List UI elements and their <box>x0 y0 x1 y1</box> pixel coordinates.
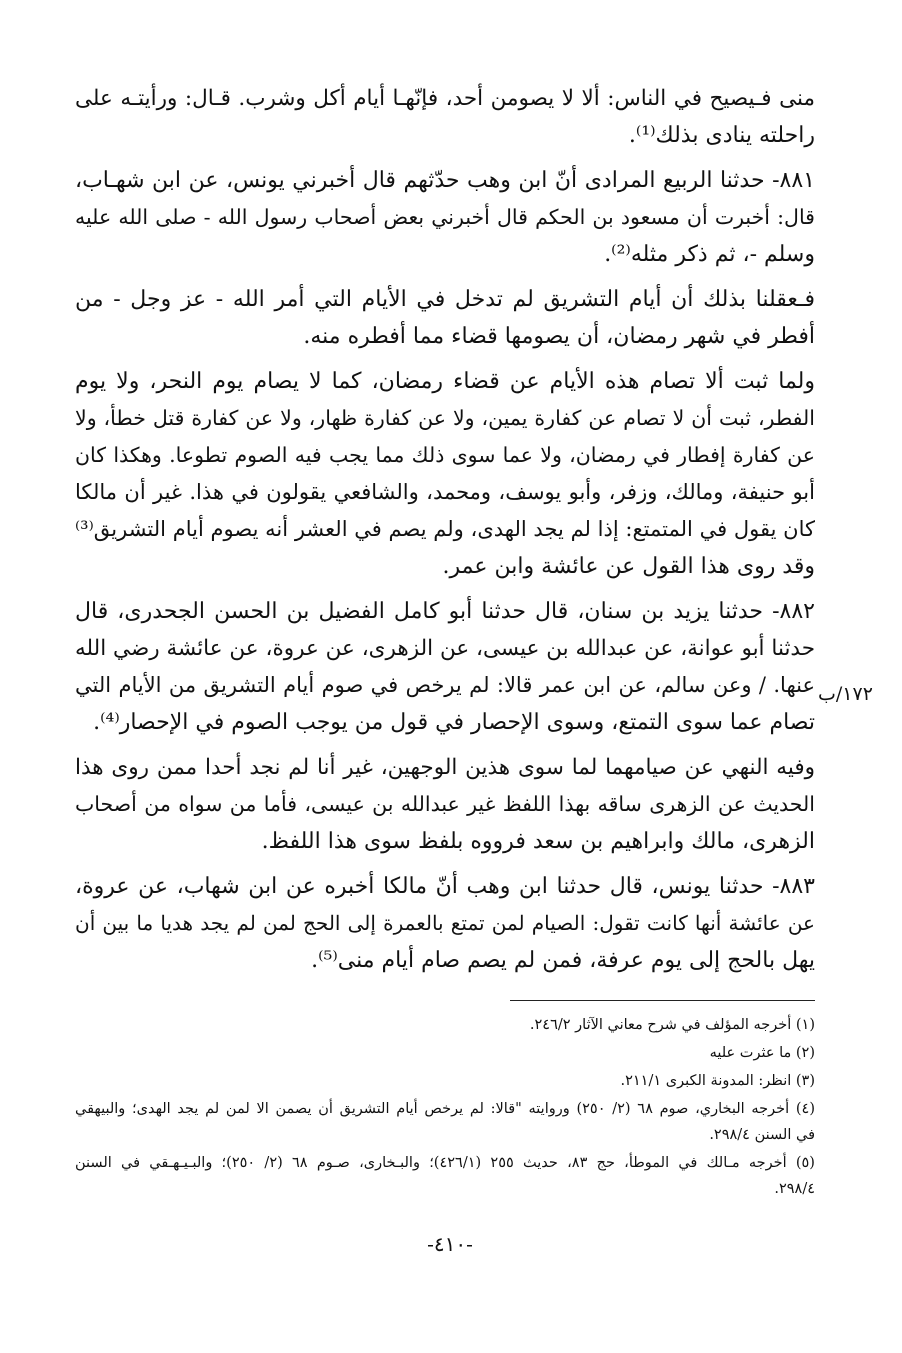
text-line: الحديث عن الزهرى ساقه بهذا اللفظ غير عبدالله بن عيسى، فأما من سواه من أصحاب <box>75 792 815 816</box>
footnote-line: (١) أخرجه المؤلف في شرح معاني الآثار ٢٤٦/٢. <box>529 1017 815 1033</box>
paragraph <box>75 749 815 860</box>
margin-folio-note: ١٧٢/ب <box>818 683 873 705</box>
footnote <box>75 1096 815 1148</box>
text-line: فـعقلنا بذلك أن أيام التشريق لم تدخل في الأيام التي أمر الله - عز وجل - من <box>75 287 815 312</box>
text-line: ٨٨١- حدثنا الربيع المرادى أنّ ابن وهب حدّثهم قال أخبرني يونس، عن ابن شهـاب، <box>75 168 815 193</box>
text-line: عن كفارة إفطار في رمضان، ولا عما سوى ذلك مما يجب فيه الصوم تطوعا. وهكذا كان <box>75 443 815 467</box>
text-line: كان يقول في المتمتع: إذا لم يجد الهدى، ولم يصم في العشر أنه يصوم أيام التشريق⁽³⁾ <box>75 517 815 541</box>
footnote <box>75 1150 815 1202</box>
paragraph <box>75 868 815 979</box>
text-line: راحلته ينادى بذلك⁽¹⁾. <box>628 123 815 148</box>
paragraph <box>75 80 815 154</box>
text-line: ٨٨٢- حدثنا يزيد بن سنان، قال حدثنا أبو كامل الفضيل بن الحسن الجحدرى، قال <box>75 599 815 624</box>
text-line: وفيه النهي عن صيامهما لما سوى هذين الوجهين، غير أنا لم نجد أحدا ممن روى هذا <box>75 755 815 780</box>
text-line: تصام عما سوى التمتع، وسوى الإحصار في قول من يوجب الصوم في الإحصار⁽⁴⁾. <box>93 710 815 735</box>
paragraph <box>75 593 815 741</box>
main-text <box>75 80 815 987</box>
text-line: قال: أخبرت أن مسعود بن الحكم قال أخبرني بعض أصحاب رسول الله - صلى الله عليه <box>75 205 815 229</box>
footnote <box>75 1012 815 1038</box>
footnote-line: (٥) أخرجه مـالك في الموطأ، حج ٨٣، حديث ٢٥٥ (٤٢٦/١)؛ والبـخارى، صـوم ٦٨ (٢/ ٢٥٠)؛ والبـيـهـقي في السنن <box>75 1155 815 1171</box>
footnote-line: (٣) انظر: المدونة الكبرى ٢١١/١. <box>620 1073 815 1089</box>
footnote-line: في السنن ٢٩٨/٤. <box>709 1127 815 1143</box>
footnote-divider <box>510 1000 815 1001</box>
footnote-line: (٤) أخرجه البخاري، صوم ٦٨ (٢/ ٢٥٠) وروايته "قالا: لم يرخص أيام التشريق أن يصمن الا لمن لم يجد الهدى؛ والبيهقي <box>75 1101 815 1117</box>
page-number: -٤١٠- <box>427 1232 473 1256</box>
paragraph <box>75 363 815 585</box>
footnotes <box>75 1012 815 1204</box>
paragraph <box>75 162 815 273</box>
footnote <box>75 1040 815 1066</box>
text-line: أبو حنيفة، ومالك، وزفر، وأبو يوسف، ومحمد، والشافعي يقولون في هذا. غير أن مالكا <box>75 480 815 504</box>
text-line: حدثنا أبو عوانة، عن عبدالله بن عيسى، عن الزهرى، عن عروة، عن عائشة رضي الله <box>75 636 815 661</box>
text-line: وقد روى هذا القول عن عائشة وابن عمر. <box>442 554 815 579</box>
text-line: الفطر، ثبت أن لا تصام عن كفارة يمين، ولا عن كفارة ظهار، ولا عن كفارة قتل خطأ، ولا <box>75 406 815 430</box>
footnote-line: (٢) ما عثرت عليه <box>709 1045 815 1061</box>
footnote <box>75 1068 815 1094</box>
text-line: عن عائشة أنها كانت تقول: الصيام لمن تمتع بالعمرة إلى الحج لمن لم يجد هديا ما بين أن <box>75 911 815 935</box>
text-line: يهل بالحج إلى يوم عرفة، فمن لم يصم صام أيام منى⁽⁵⁾. <box>311 948 815 973</box>
text-line: ولما ثبت ألا تصام هذه الأيام عن قضاء رمضان، كما لا يصام يوم النحر، ولا يوم <box>75 369 815 394</box>
footnote-line: ٢٩٨/٤. <box>774 1181 815 1197</box>
text-line: منى فـيصيح في الناس: ألا لا يصومن أحد، فإنّهـا أيام أكل وشرب. قـال: ورأيتـه على <box>75 86 815 111</box>
paragraph <box>75 281 815 355</box>
text-line: عنها. / وعن سالم، عن ابن عمر قالا: لم يرخص في صوم أيام التشريق من الأيام التي <box>75 673 815 697</box>
text-line: أفطر في شهر رمضان، أن يصومها قضاء مما أفطره منه. <box>303 324 815 349</box>
text-line: الزهرى، مالك وابراهيم بن سعد فرووه بلفظ سوى هذا اللفظ. <box>261 829 815 854</box>
text-line: وسلم -، ثم ذكر مثله⁽²⁾. <box>604 242 815 267</box>
text-line: ٨٨٣- حدثنا يونس، قال حدثنا ابن وهب أنّ مالكا أخبره عن ابن شهاب، عن عروة، <box>75 874 815 899</box>
